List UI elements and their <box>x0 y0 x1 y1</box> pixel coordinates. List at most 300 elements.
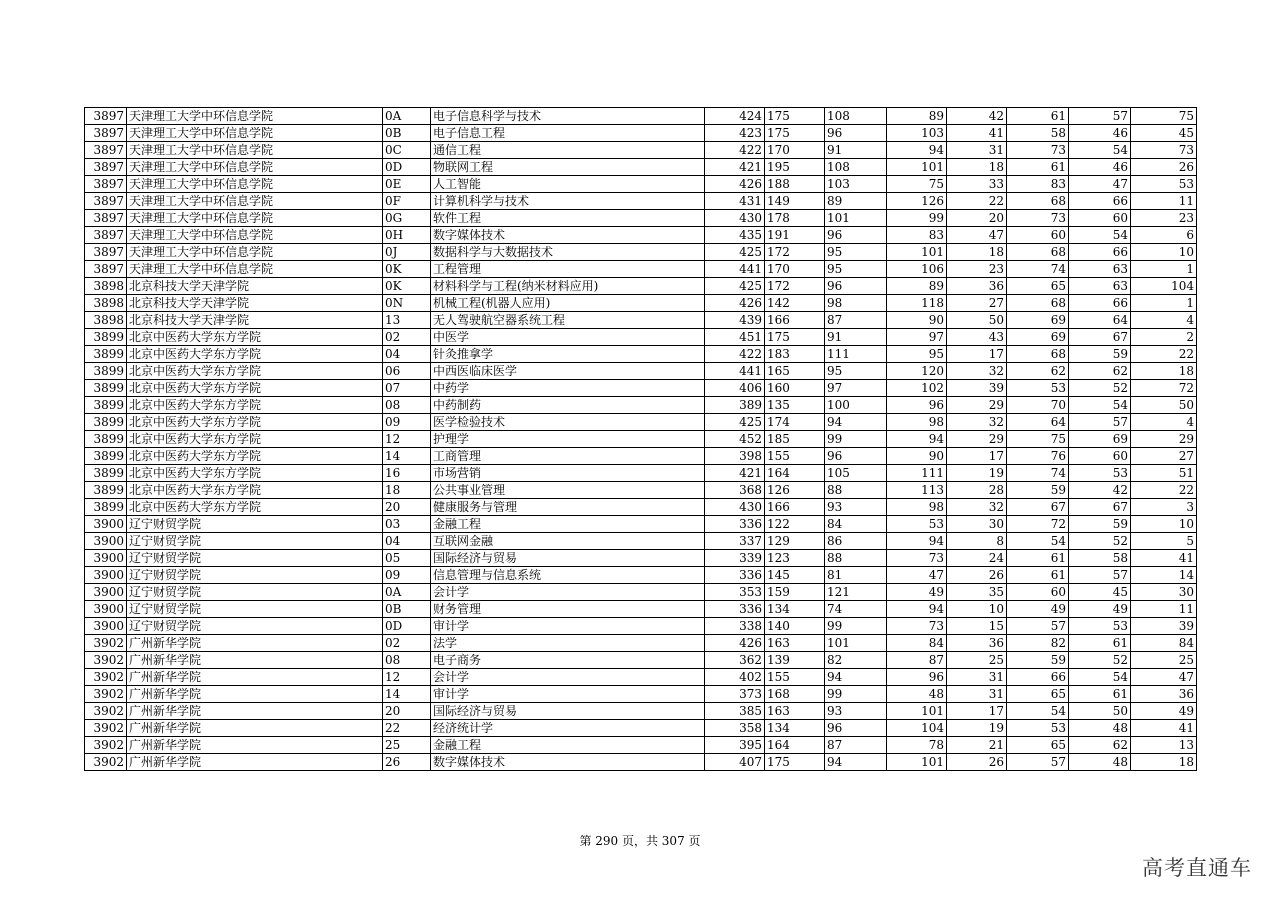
score-a-cell: 175 <box>765 329 825 346</box>
score-b-cell: 101 <box>825 210 887 227</box>
count-cell: 30 <box>1131 584 1197 601</box>
major-code-cell: 09 <box>383 567 431 584</box>
score-a-cell: 160 <box>765 380 825 397</box>
score-f-cell: 60 <box>1069 210 1131 227</box>
score-e-cell: 61 <box>1007 108 1069 125</box>
score-d-cell: 19 <box>947 465 1007 482</box>
score-f-cell: 45 <box>1069 584 1131 601</box>
count-cell: 10 <box>1131 244 1197 261</box>
score-c-cell: 94 <box>887 533 947 550</box>
count-cell: 4 <box>1131 312 1197 329</box>
major-name-cell: 人工智能 <box>431 176 705 193</box>
count-cell: 27 <box>1131 448 1197 465</box>
total-score-cell: 424 <box>705 108 765 125</box>
total-score-cell: 441 <box>705 363 765 380</box>
table-row <box>85 533 1197 550</box>
major-code-cell: 13 <box>383 312 431 329</box>
score-f-cell: 52 <box>1069 652 1131 669</box>
score-c-cell: 96 <box>887 669 947 686</box>
score-d-cell: 26 <box>947 567 1007 584</box>
total-score-cell: 439 <box>705 312 765 329</box>
major-name-cell: 物联网工程 <box>431 159 705 176</box>
count-cell: 3 <box>1131 499 1197 516</box>
total-score-cell: 358 <box>705 720 765 737</box>
score-c-cell: 75 <box>887 176 947 193</box>
score-c-cell: 94 <box>887 431 947 448</box>
major-code-cell: 0K <box>383 261 431 278</box>
score-a-cell: 164 <box>765 465 825 482</box>
score-f-cell: 64 <box>1069 312 1131 329</box>
score-b-cell: 81 <box>825 567 887 584</box>
school-code-cell: 3900 <box>85 584 127 601</box>
major-name-cell: 针灸推拿学 <box>431 346 705 363</box>
score-b-cell: 99 <box>825 686 887 703</box>
major-code-cell: 0J <box>383 244 431 261</box>
score-c-cell: 94 <box>887 142 947 159</box>
table-row <box>85 227 1197 244</box>
count-cell: 72 <box>1131 380 1197 397</box>
score-e-cell: 57 <box>1007 618 1069 635</box>
table-row <box>85 737 1197 754</box>
total-score-cell: 430 <box>705 499 765 516</box>
table-row <box>85 142 1197 159</box>
school-code-cell: 3900 <box>85 516 127 533</box>
major-name-cell: 电子信息工程 <box>431 125 705 142</box>
count-cell: 10 <box>1131 516 1197 533</box>
score-e-cell: 65 <box>1007 686 1069 703</box>
score-d-cell: 18 <box>947 159 1007 176</box>
school-name-cell: 广州新华学院 <box>127 652 383 669</box>
major-name-cell: 中药学 <box>431 380 705 397</box>
score-c-cell: 78 <box>887 737 947 754</box>
school-name-cell: 北京中医药大学东方学院 <box>127 380 383 397</box>
major-code-cell: 0D <box>383 618 431 635</box>
school-code-cell: 3899 <box>85 414 127 431</box>
score-f-cell: 46 <box>1069 159 1131 176</box>
total-score-cell: 406 <box>705 380 765 397</box>
major-code-cell: 0K <box>383 278 431 295</box>
count-cell: 23 <box>1131 210 1197 227</box>
score-d-cell: 15 <box>947 618 1007 635</box>
score-a-cell: 175 <box>765 108 825 125</box>
score-a-cell: 175 <box>765 754 825 771</box>
score-a-cell: 134 <box>765 720 825 737</box>
table-row <box>85 669 1197 686</box>
score-f-cell: 50 <box>1069 703 1131 720</box>
count-cell: 39 <box>1131 618 1197 635</box>
score-b-cell: 108 <box>825 159 887 176</box>
school-code-cell: 3897 <box>85 176 127 193</box>
major-name-cell: 中药制药 <box>431 397 705 414</box>
score-c-cell: 97 <box>887 329 947 346</box>
major-name-cell: 国际经济与贸易 <box>431 703 705 720</box>
score-c-cell: 84 <box>887 635 947 652</box>
school-code-cell: 3900 <box>85 550 127 567</box>
score-d-cell: 28 <box>947 482 1007 499</box>
score-c-cell: 99 <box>887 210 947 227</box>
major-code-cell: 03 <box>383 516 431 533</box>
score-d-cell: 29 <box>947 397 1007 414</box>
count-cell: 5 <box>1131 533 1197 550</box>
count-cell: 22 <box>1131 346 1197 363</box>
score-a-cell: 135 <box>765 397 825 414</box>
count-cell: 47 <box>1131 669 1197 686</box>
table-row <box>85 346 1197 363</box>
school-name-cell: 北京科技大学天津学院 <box>127 312 383 329</box>
score-e-cell: 61 <box>1007 550 1069 567</box>
score-d-cell: 23 <box>947 261 1007 278</box>
score-e-cell: 74 <box>1007 261 1069 278</box>
total-score-cell: 426 <box>705 635 765 652</box>
score-d-cell: 8 <box>947 533 1007 550</box>
score-c-cell: 104 <box>887 720 947 737</box>
score-a-cell: 172 <box>765 278 825 295</box>
total-score-cell: 423 <box>705 125 765 142</box>
score-a-cell: 155 <box>765 448 825 465</box>
score-c-cell: 101 <box>887 754 947 771</box>
score-c-cell: 87 <box>887 652 947 669</box>
total-score-cell: 422 <box>705 346 765 363</box>
score-b-cell: 87 <box>825 312 887 329</box>
watermark-text: 高考直通车 <box>1142 856 1252 880</box>
score-d-cell: 27 <box>947 295 1007 312</box>
score-b-cell: 88 <box>825 482 887 499</box>
major-name-cell: 国际经济与贸易 <box>431 550 705 567</box>
table-body <box>85 108 1197 771</box>
school-code-cell: 3898 <box>85 295 127 312</box>
score-b-cell: 97 <box>825 380 887 397</box>
score-c-cell: 120 <box>887 363 947 380</box>
major-name-cell: 通信工程 <box>431 142 705 159</box>
score-b-cell: 94 <box>825 669 887 686</box>
score-b-cell: 82 <box>825 652 887 669</box>
major-code-cell: 0A <box>383 108 431 125</box>
score-c-cell: 89 <box>887 278 947 295</box>
count-cell: 45 <box>1131 125 1197 142</box>
score-a-cell: 185 <box>765 431 825 448</box>
school-name-cell: 辽宁财贸学院 <box>127 550 383 567</box>
score-c-cell: 98 <box>887 414 947 431</box>
major-name-cell: 金融工程 <box>431 737 705 754</box>
school-name-cell: 北京中医药大学东方学院 <box>127 431 383 448</box>
school-name-cell: 广州新华学院 <box>127 720 383 737</box>
table-row <box>85 754 1197 771</box>
score-d-cell: 47 <box>947 227 1007 244</box>
school-name-cell: 北京中医药大学东方学院 <box>127 448 383 465</box>
school-name-cell: 广州新华学院 <box>127 686 383 703</box>
score-e-cell: 59 <box>1007 652 1069 669</box>
major-name-cell: 无人驾驶航空器系统工程 <box>431 312 705 329</box>
score-f-cell: 67 <box>1069 499 1131 516</box>
school-code-cell: 3898 <box>85 312 127 329</box>
major-code-cell: 08 <box>383 397 431 414</box>
score-b-cell: 99 <box>825 618 887 635</box>
major-code-cell: 04 <box>383 533 431 550</box>
school-name-cell: 广州新华学院 <box>127 635 383 652</box>
score-e-cell: 61 <box>1007 567 1069 584</box>
score-f-cell: 69 <box>1069 431 1131 448</box>
score-d-cell: 22 <box>947 193 1007 210</box>
school-code-cell: 3899 <box>85 431 127 448</box>
total-score-cell: 339 <box>705 550 765 567</box>
total-score-cell: 452 <box>705 431 765 448</box>
major-name-cell: 审计学 <box>431 618 705 635</box>
score-e-cell: 65 <box>1007 278 1069 295</box>
major-code-cell: 02 <box>383 329 431 346</box>
major-name-cell: 数字媒体技术 <box>431 754 705 771</box>
score-e-cell: 67 <box>1007 499 1069 516</box>
score-d-cell: 31 <box>947 686 1007 703</box>
page-footer: 第 290 页，共 307 页 <box>579 834 701 848</box>
total-score-cell: 338 <box>705 618 765 635</box>
score-a-cell: 163 <box>765 635 825 652</box>
score-c-cell: 103 <box>887 125 947 142</box>
score-f-cell: 42 <box>1069 482 1131 499</box>
count-cell: 104 <box>1131 278 1197 295</box>
school-name-cell: 辽宁财贸学院 <box>127 584 383 601</box>
score-f-cell: 63 <box>1069 278 1131 295</box>
major-name-cell: 护理学 <box>431 431 705 448</box>
score-e-cell: 74 <box>1007 465 1069 482</box>
score-d-cell: 33 <box>947 176 1007 193</box>
score-a-cell: 183 <box>765 346 825 363</box>
school-code-cell: 3899 <box>85 363 127 380</box>
school-name-cell: 广州新华学院 <box>127 669 383 686</box>
score-f-cell: 46 <box>1069 125 1131 142</box>
score-a-cell: 159 <box>765 584 825 601</box>
major-code-cell: 22 <box>383 720 431 737</box>
total-score-cell: 421 <box>705 159 765 176</box>
school-code-cell: 3897 <box>85 142 127 159</box>
score-c-cell: 90 <box>887 448 947 465</box>
school-name-cell: 广州新华学院 <box>127 754 383 771</box>
score-d-cell: 10 <box>947 601 1007 618</box>
school-code-cell: 3897 <box>85 244 127 261</box>
total-score-cell: 373 <box>705 686 765 703</box>
table-row <box>85 397 1197 414</box>
score-a-cell: 174 <box>765 414 825 431</box>
school-code-cell: 3899 <box>85 448 127 465</box>
score-a-cell: 170 <box>765 142 825 159</box>
major-code-cell: 0C <box>383 142 431 159</box>
school-name-cell: 北京中医药大学东方学院 <box>127 397 383 414</box>
major-code-cell: 05 <box>383 550 431 567</box>
count-cell: 1 <box>1131 295 1197 312</box>
score-b-cell: 93 <box>825 499 887 516</box>
school-name-cell: 辽宁财贸学院 <box>127 516 383 533</box>
major-name-cell: 信息管理与信息系统 <box>431 567 705 584</box>
score-a-cell: 134 <box>765 601 825 618</box>
major-name-cell: 中医学 <box>431 329 705 346</box>
score-c-cell: 48 <box>887 686 947 703</box>
score-a-cell: 129 <box>765 533 825 550</box>
score-b-cell: 96 <box>825 720 887 737</box>
major-code-cell: 25 <box>383 737 431 754</box>
score-d-cell: 32 <box>947 414 1007 431</box>
score-a-cell: 163 <box>765 703 825 720</box>
major-name-cell: 机械工程(机器人应用) <box>431 295 705 312</box>
table-row <box>85 380 1197 397</box>
score-c-cell: 53 <box>887 516 947 533</box>
score-f-cell: 61 <box>1069 635 1131 652</box>
score-c-cell: 89 <box>887 108 947 125</box>
major-code-cell: 0D <box>383 159 431 176</box>
major-code-cell: 14 <box>383 686 431 703</box>
total-score-cell: 398 <box>705 448 765 465</box>
score-b-cell: 95 <box>825 363 887 380</box>
major-code-cell: 18 <box>383 482 431 499</box>
score-e-cell: 82 <box>1007 635 1069 652</box>
score-a-cell: 178 <box>765 210 825 227</box>
score-d-cell: 32 <box>947 363 1007 380</box>
score-a-cell: 145 <box>765 567 825 584</box>
score-e-cell: 72 <box>1007 516 1069 533</box>
score-c-cell: 101 <box>887 244 947 261</box>
table-row <box>85 261 1197 278</box>
total-score-cell: 425 <box>705 278 765 295</box>
total-score-cell: 430 <box>705 210 765 227</box>
score-b-cell: 84 <box>825 516 887 533</box>
table-row <box>85 448 1197 465</box>
school-code-cell: 3899 <box>85 465 127 482</box>
major-name-cell: 数据科学与大数据技术 <box>431 244 705 261</box>
score-d-cell: 24 <box>947 550 1007 567</box>
score-d-cell: 21 <box>947 737 1007 754</box>
table-row <box>85 125 1197 142</box>
count-cell: 53 <box>1131 176 1197 193</box>
score-d-cell: 17 <box>947 703 1007 720</box>
count-cell: 14 <box>1131 567 1197 584</box>
school-code-cell: 3900 <box>85 567 127 584</box>
total-score-cell: 425 <box>705 414 765 431</box>
score-f-cell: 59 <box>1069 516 1131 533</box>
table-row <box>85 295 1197 312</box>
score-c-cell: 113 <box>887 482 947 499</box>
school-code-cell: 3897 <box>85 210 127 227</box>
score-d-cell: 29 <box>947 431 1007 448</box>
score-c-cell: 73 <box>887 550 947 567</box>
table-row <box>85 703 1197 720</box>
score-b-cell: 98 <box>825 295 887 312</box>
school-code-cell: 3900 <box>85 533 127 550</box>
total-score-cell: 431 <box>705 193 765 210</box>
score-f-cell: 54 <box>1069 227 1131 244</box>
school-code-cell: 3899 <box>85 329 127 346</box>
major-code-cell: 08 <box>383 652 431 669</box>
score-c-cell: 47 <box>887 567 947 584</box>
major-name-cell: 会计学 <box>431 669 705 686</box>
table-row <box>85 601 1197 618</box>
count-cell: 2 <box>1131 329 1197 346</box>
score-a-cell: 122 <box>765 516 825 533</box>
score-c-cell: 106 <box>887 261 947 278</box>
score-a-cell: 164 <box>765 737 825 754</box>
score-b-cell: 94 <box>825 414 887 431</box>
school-code-cell: 3900 <box>85 618 127 635</box>
score-a-cell: 142 <box>765 295 825 312</box>
score-a-cell: 170 <box>765 261 825 278</box>
score-d-cell: 20 <box>947 210 1007 227</box>
count-cell: 51 <box>1131 465 1197 482</box>
score-d-cell: 43 <box>947 329 1007 346</box>
score-d-cell: 18 <box>947 244 1007 261</box>
major-name-cell: 会计学 <box>431 584 705 601</box>
score-b-cell: 96 <box>825 227 887 244</box>
admission-score-table <box>84 107 1197 771</box>
total-score-cell: 435 <box>705 227 765 244</box>
score-b-cell: 101 <box>825 635 887 652</box>
table-row <box>85 652 1197 669</box>
score-f-cell: 48 <box>1069 720 1131 737</box>
score-c-cell: 94 <box>887 601 947 618</box>
count-cell: 50 <box>1131 397 1197 414</box>
table-row <box>85 312 1197 329</box>
score-d-cell: 26 <box>947 754 1007 771</box>
school-name-cell: 北京科技大学天津学院 <box>127 295 383 312</box>
major-name-cell: 工程管理 <box>431 261 705 278</box>
score-e-cell: 69 <box>1007 312 1069 329</box>
major-code-cell: 16 <box>383 465 431 482</box>
table-row <box>85 193 1197 210</box>
score-d-cell: 36 <box>947 278 1007 295</box>
school-code-cell: 3902 <box>85 652 127 669</box>
score-c-cell: 83 <box>887 227 947 244</box>
score-a-cell: 140 <box>765 618 825 635</box>
score-d-cell: 30 <box>947 516 1007 533</box>
score-e-cell: 68 <box>1007 193 1069 210</box>
score-e-cell: 58 <box>1007 125 1069 142</box>
score-b-cell: 86 <box>825 533 887 550</box>
total-score-cell: 389 <box>705 397 765 414</box>
score-e-cell: 75 <box>1007 431 1069 448</box>
score-c-cell: 49 <box>887 584 947 601</box>
score-a-cell: 195 <box>765 159 825 176</box>
major-name-cell: 计算机科学与技术 <box>431 193 705 210</box>
score-a-cell: 166 <box>765 312 825 329</box>
score-b-cell: 89 <box>825 193 887 210</box>
total-score-cell: 422 <box>705 142 765 159</box>
score-e-cell: 57 <box>1007 754 1069 771</box>
school-name-cell: 天津理工大学中环信息学院 <box>127 176 383 193</box>
score-b-cell: 93 <box>825 703 887 720</box>
score-e-cell: 54 <box>1007 703 1069 720</box>
score-a-cell: 172 <box>765 244 825 261</box>
score-c-cell: 118 <box>887 295 947 312</box>
school-name-cell: 辽宁财贸学院 <box>127 533 383 550</box>
total-score-cell: 426 <box>705 295 765 312</box>
score-e-cell: 68 <box>1007 244 1069 261</box>
school-code-cell: 3902 <box>85 754 127 771</box>
major-name-cell: 材料科学与工程(纳米材料应用) <box>431 278 705 295</box>
table-row <box>85 567 1197 584</box>
major-code-cell: 0N <box>383 295 431 312</box>
major-code-cell: 0E <box>383 176 431 193</box>
score-e-cell: 73 <box>1007 142 1069 159</box>
total-score-cell: 336 <box>705 567 765 584</box>
total-score-cell: 451 <box>705 329 765 346</box>
school-code-cell: 3899 <box>85 346 127 363</box>
score-f-cell: 62 <box>1069 737 1131 754</box>
score-f-cell: 52 <box>1069 533 1131 550</box>
school-code-cell: 3899 <box>85 397 127 414</box>
score-e-cell: 68 <box>1007 295 1069 312</box>
major-name-cell: 数字媒体技术 <box>431 227 705 244</box>
school-code-cell: 3902 <box>85 703 127 720</box>
score-e-cell: 70 <box>1007 397 1069 414</box>
score-b-cell: 103 <box>825 176 887 193</box>
major-code-cell: 04 <box>383 346 431 363</box>
major-name-cell: 金融工程 <box>431 516 705 533</box>
